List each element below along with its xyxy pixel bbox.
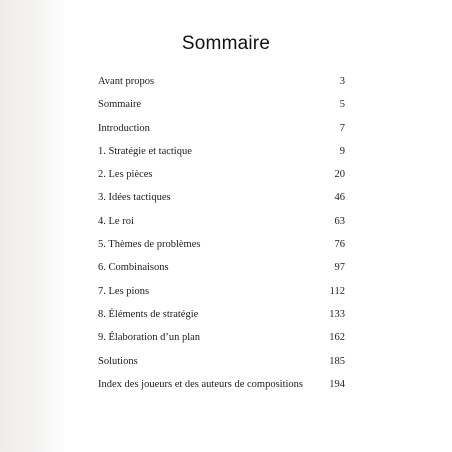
toc-entry-label: Introduction: [98, 122, 150, 134]
toc-entry-page: 112: [329, 285, 345, 297]
toc-entry-page: 20: [334, 169, 345, 181]
toc-entry-label: Avant propos: [98, 76, 155, 87]
toc-entry-page: 133: [329, 308, 345, 320]
page-gutter-shadow: [0, 0, 64, 452]
toc-entry: [98, 191, 345, 214]
toc-entry-label: 6. Combinaisons: [98, 262, 169, 274]
toc-entry-label: 5. Thèmes de problèmes: [98, 239, 201, 251]
toc-entry: [98, 285, 345, 308]
table-of-contents: [98, 75, 345, 401]
toc-entry-page: 76: [334, 239, 345, 251]
toc-entry: [98, 378, 345, 401]
toc-entry-label: Index des joueurs et des auteurs de compositions: [98, 378, 303, 390]
toc-entry-page: 185: [329, 355, 345, 367]
toc-entry-label: 2. Les pièces: [98, 169, 153, 181]
toc-entry: [98, 98, 345, 121]
toc-entry-label: 7. Les pions: [98, 285, 150, 297]
toc-entry: [98, 145, 345, 168]
toc-entry-page: 3: [339, 76, 345, 87]
toc-entry: [98, 75, 345, 98]
toc-entry: [98, 261, 345, 284]
toc-entry: [98, 122, 345, 145]
toc-entry-page: 97: [334, 262, 345, 274]
toc-entry: [98, 238, 345, 261]
toc-entry-page: 63: [334, 215, 345, 227]
toc-entry-label: 8. Éléments de stratégie: [98, 308, 199, 320]
toc-entry: [98, 308, 345, 331]
toc-entry-page: 9: [339, 145, 345, 157]
toc-entry-label: 3. Idées tactiques: [98, 192, 171, 204]
toc-entry-label: Sommaire: [98, 99, 142, 111]
toc-entry-label: 4. Le roi: [98, 215, 134, 227]
toc-entry-label: Solutions: [98, 355, 138, 367]
toc-entry-page: 162: [329, 332, 345, 344]
toc-entry-page: 7: [339, 122, 345, 134]
toc-entry-page: 194: [329, 378, 345, 390]
toc-entry: [98, 215, 345, 238]
toc-entry: [98, 168, 345, 191]
toc-entry-page: 46: [334, 192, 345, 204]
toc-entry-page: 5: [339, 99, 345, 111]
toc-entry: [98, 355, 345, 378]
toc-entry: [98, 331, 345, 354]
page-title: Sommaire: [181, 32, 271, 54]
toc-entry-label: 1. Stratégie et tactique: [98, 145, 192, 157]
toc-entry-label: 9. Élaboration d’un plan: [98, 332, 201, 344]
